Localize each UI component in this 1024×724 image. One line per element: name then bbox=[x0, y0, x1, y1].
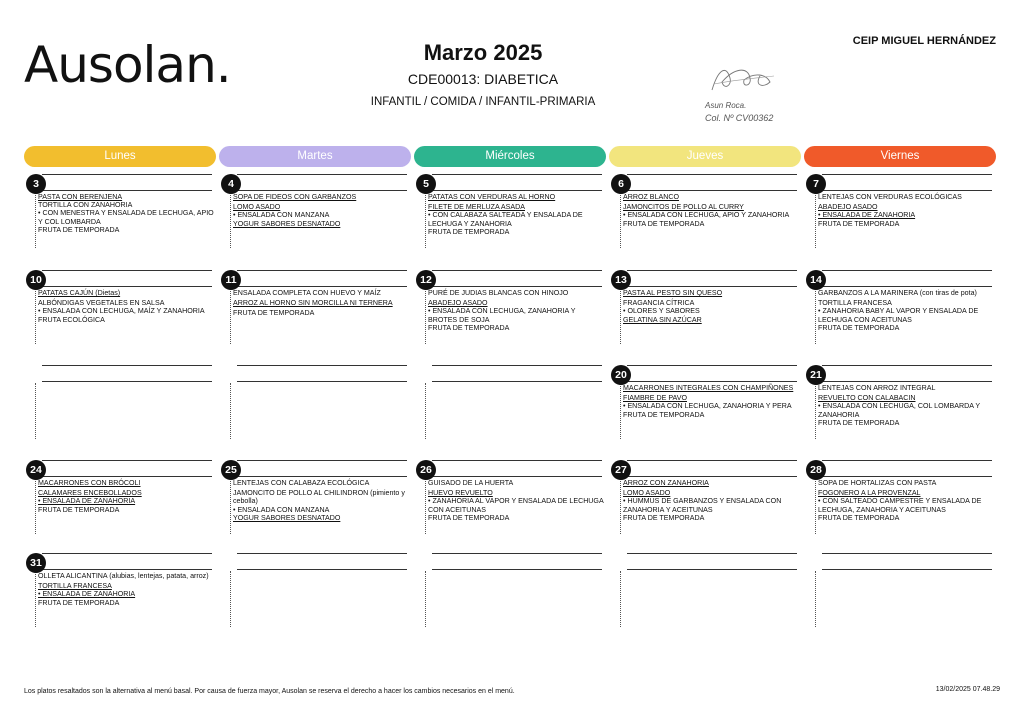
cell-header-rule bbox=[627, 286, 797, 287]
day-cell-26 bbox=[416, 460, 606, 532]
menu-line: • ENSALADA CON LECHUGA, APIO Y ZANAHORIA bbox=[623, 211, 790, 220]
day-header-lunes: Lunes bbox=[24, 146, 216, 167]
cell-top-rule bbox=[627, 553, 797, 554]
day-header-miércoles: Miércoles bbox=[414, 146, 606, 167]
day-number-badge: 7 bbox=[806, 174, 826, 194]
day-number-badge: 14 bbox=[806, 270, 826, 290]
day-number-badge: 25 bbox=[221, 460, 241, 480]
day-number-badge: 20 bbox=[611, 365, 631, 385]
menu-line: LENTEJAS CON VERDURAS ECOLÓGICAS bbox=[818, 193, 962, 201]
menu-month-title: Marzo 2025 bbox=[423, 40, 543, 65]
cell-top-rule bbox=[237, 553, 407, 554]
menu-line: • ENSALADA CON LECHUGA, COL LOMBARDA Y ZANAHORIA bbox=[818, 402, 981, 419]
menu-line: JAMONCITOS DE POLLO AL CURRY bbox=[623, 203, 744, 212]
day-number-badge: 31 bbox=[26, 553, 46, 573]
menu-items bbox=[623, 193, 801, 228]
menu-line: • ZANAHORIA AL VAPOR Y ENSALADA DE LECHUGA CON ACEITUNAS bbox=[428, 497, 604, 514]
menu-line: SOPA DE HORTALIZAS CON PASTA bbox=[818, 479, 937, 487]
menu-line: • ENSALADA CON LECHUGA, ZANAHORIA Y PERA bbox=[623, 402, 792, 411]
menu-line: ARROZ BLANCO bbox=[623, 193, 679, 201]
menu-line: • ZANAHORIA BABY AL VAPOR Y ENSALADA DE LECHUGA CON ACEITUNAS bbox=[818, 307, 979, 324]
cell-dotted-rule bbox=[620, 571, 621, 627]
cell-top-rule bbox=[627, 270, 797, 271]
day-cell-3 bbox=[26, 174, 216, 246]
day-number-badge: 5 bbox=[416, 174, 436, 194]
day-number-badge: 24 bbox=[26, 460, 46, 480]
menu-line: • HUMMUS DE GARBANZOS Y ENSALADA CON ZANAHORIA Y ACEITUNAS bbox=[623, 497, 782, 514]
cell-header-rule bbox=[42, 569, 212, 570]
cell-header-rule bbox=[42, 286, 212, 287]
menu-line: PURÉ DE JUDIAS BLANCAS CON HINOJO bbox=[428, 289, 569, 297]
menu-line: TORTILLA FRANCESA bbox=[818, 299, 892, 308]
cell-header-rule bbox=[237, 286, 407, 287]
menu-line: PATATAS CON VERDURAS AL HORNO bbox=[428, 193, 556, 201]
menu-items bbox=[38, 572, 216, 607]
menu-line: FRUTA DE TEMPORADA bbox=[623, 513, 705, 522]
day-cell-7 bbox=[806, 174, 996, 246]
menu-line: CALAMARES ENCEBOLLADOS bbox=[38, 489, 142, 498]
cell-top-rule bbox=[627, 174, 797, 175]
cell-dotted-rule bbox=[620, 192, 621, 248]
cell-header-rule bbox=[42, 381, 212, 382]
menu-items bbox=[428, 289, 606, 332]
empty-day-cell bbox=[806, 553, 996, 625]
cell-top-rule bbox=[42, 553, 212, 554]
cell-top-rule bbox=[822, 270, 992, 271]
menu-line: MACARRONES CON BRÓCOLI bbox=[38, 479, 141, 487]
cell-dotted-rule bbox=[815, 478, 816, 534]
cell-dotted-rule bbox=[425, 192, 426, 248]
menu-line: FRUTA DE TEMPORADA bbox=[623, 219, 705, 228]
menu-line: • ENSALADA DE ZANAHORIA bbox=[818, 211, 916, 220]
cell-dotted-rule bbox=[230, 192, 231, 248]
menu-line: FRAGANCIA CÍTRICA bbox=[623, 299, 695, 308]
cell-dotted-rule bbox=[35, 288, 36, 344]
menu-line: FRUTA DE TEMPORADA bbox=[38, 598, 120, 607]
menu-items bbox=[428, 193, 606, 236]
menu-line: FRUTA DE TEMPORADA bbox=[428, 227, 510, 236]
menu-line: ALBÓNDIGAS VEGETALES EN SALSA bbox=[38, 299, 165, 308]
menu-items bbox=[233, 289, 411, 318]
menu-line: HUEVO REVUELTO bbox=[428, 489, 493, 498]
cell-top-rule bbox=[237, 365, 407, 366]
menu-line: TORTILLA CON ZANAHORIA bbox=[38, 201, 133, 210]
cell-top-rule bbox=[627, 365, 797, 366]
day-cell-25 bbox=[221, 460, 411, 532]
empty-day-cell bbox=[221, 365, 411, 437]
menu-line: • ENSALADA DE ZANAHORIA bbox=[38, 497, 136, 506]
menu-items bbox=[818, 384, 996, 427]
day-number-badge: 6 bbox=[611, 174, 631, 194]
menu-line: FRUTA DE TEMPORADA bbox=[38, 505, 120, 514]
menu-line: • ENSALADA CON LECHUGA, ZANAHORIA Y BROTES DE SOJA bbox=[428, 307, 576, 324]
menu-line: FILETE DE MERLUZA ASADA bbox=[428, 203, 525, 212]
cell-top-rule bbox=[432, 270, 602, 271]
menu-line: LENTEJAS CON ARROZ INTEGRAL bbox=[818, 384, 936, 392]
day-number-badge: 10 bbox=[26, 270, 46, 290]
day-number-badge: 21 bbox=[806, 365, 826, 385]
menu-line: GARBANZOS A LA MARINERA (con tiras de pota) bbox=[818, 289, 977, 297]
day-cell-20 bbox=[611, 365, 801, 437]
cell-dotted-rule bbox=[425, 478, 426, 534]
menu-line: • ENSALADA CON LECHUGA, MAÍZ Y ZANAHORIA bbox=[38, 307, 205, 316]
cell-dotted-rule bbox=[35, 478, 36, 534]
menu-line: FIAMBRE DE PAVO bbox=[623, 394, 687, 403]
cell-top-rule bbox=[42, 365, 212, 366]
empty-day-cell bbox=[611, 553, 801, 625]
menu-line: ENSALADA COMPLETA CON HUEVO Y MAÍZ bbox=[233, 289, 381, 297]
cell-header-rule bbox=[237, 569, 407, 570]
school-name: CEIP MIGUEL HERNÁNDEZ bbox=[852, 35, 996, 47]
menu-items bbox=[233, 193, 411, 228]
day-cell-24 bbox=[26, 460, 216, 532]
menu-line: FRUTA ECOLÓGICA bbox=[38, 315, 105, 324]
cell-header-rule bbox=[627, 381, 797, 382]
cell-top-rule bbox=[432, 365, 602, 366]
day-cell-13 bbox=[611, 270, 801, 342]
day-cell-27 bbox=[611, 460, 801, 532]
menu-line: MACARRONES INTEGRALES CON CHAMPIÑONES bbox=[623, 384, 794, 392]
cell-top-rule bbox=[237, 270, 407, 271]
menu-line: • ENSALADA CON MANZANA bbox=[233, 505, 330, 514]
menu-items bbox=[818, 289, 996, 332]
menu-items bbox=[818, 479, 996, 522]
cell-header-rule bbox=[432, 286, 602, 287]
cell-dotted-rule bbox=[35, 383, 36, 439]
cell-header-rule bbox=[432, 476, 602, 477]
cell-header-rule bbox=[627, 569, 797, 570]
cell-dotted-rule bbox=[815, 571, 816, 627]
menu-line: FRUTA DE TEMPORADA bbox=[818, 323, 900, 332]
cell-header-rule bbox=[822, 569, 992, 570]
menu-line: FRUTA DE TEMPORADA bbox=[818, 513, 900, 522]
cell-top-rule bbox=[432, 460, 602, 461]
menu-line: GELATINA SIN AZÚCAR bbox=[623, 315, 702, 324]
cell-top-rule bbox=[237, 460, 407, 461]
day-cell-12 bbox=[416, 270, 606, 342]
cell-top-rule bbox=[822, 460, 992, 461]
menu-line: • ENSALADA CON MANZANA bbox=[233, 211, 330, 220]
empty-day-cell bbox=[221, 553, 411, 625]
cell-dotted-rule bbox=[425, 288, 426, 344]
cell-top-rule bbox=[42, 270, 212, 271]
menu-items bbox=[623, 479, 801, 522]
menu-line: FRUTA DE TEMPORADA bbox=[233, 309, 315, 318]
cell-dotted-rule bbox=[425, 383, 426, 439]
menu-line: JAMONCITO DE POLLO AL CHILINDRON (pimiento y cebolla) bbox=[233, 489, 405, 506]
menu-line: FRUTA DE TEMPORADA bbox=[38, 225, 120, 234]
cell-dotted-rule bbox=[425, 571, 426, 627]
day-cell-6 bbox=[611, 174, 801, 246]
cell-dotted-rule bbox=[620, 383, 621, 439]
menu-line: FRUTA DE TEMPORADA bbox=[623, 410, 705, 419]
cell-top-rule bbox=[42, 460, 212, 461]
menu-category: INFANTIL / COMIDA / INFANTIL-PRIMARIA bbox=[370, 96, 596, 108]
menu-line: • OLORES Y SABORES bbox=[623, 307, 700, 316]
menu-line: • CON CALABAZA SALTEADA Y ENSALADA DE LECHUGA Y ZANAHORIA bbox=[428, 211, 583, 228]
ausolan-logo: Ausolan. bbox=[24, 36, 231, 94]
menu-items bbox=[623, 384, 801, 419]
menu-line: FRUTA DE TEMPORADA bbox=[818, 418, 900, 427]
day-number-badge: 27 bbox=[611, 460, 631, 480]
cell-header-rule bbox=[822, 476, 992, 477]
menu-line: FRUTA DE TEMPORADA bbox=[428, 323, 510, 332]
cell-top-rule bbox=[42, 174, 212, 175]
day-cell-28 bbox=[806, 460, 996, 532]
menu-line: ARROZ AL HORNO SIN MORCILLA NI TERNERA bbox=[233, 299, 393, 308]
cell-dotted-rule bbox=[230, 478, 231, 534]
menu-line: FOGONERO A LA PROVENZAL bbox=[818, 489, 921, 498]
signer-name: Asun Roca. bbox=[705, 101, 747, 110]
cell-dotted-rule bbox=[35, 192, 36, 248]
cell-header-rule bbox=[432, 569, 602, 570]
empty-day-cell bbox=[26, 365, 216, 437]
menu-line: • CON MENESTRA Y ENSALADA DE LECHUGA, APIO Y COL LOMBARDA bbox=[38, 209, 214, 226]
cell-top-rule bbox=[822, 365, 992, 366]
menu-line: YOGUR SABORES DESNATADO bbox=[233, 219, 341, 228]
cell-header-rule bbox=[42, 476, 212, 477]
cell-header-rule bbox=[627, 476, 797, 477]
cell-dotted-rule bbox=[815, 192, 816, 248]
menu-items bbox=[428, 479, 606, 522]
menu-line: TORTILLA FRANCESA bbox=[38, 582, 112, 591]
day-cell-31 bbox=[26, 553, 216, 625]
cell-top-rule bbox=[432, 553, 602, 554]
cell-header-rule bbox=[822, 381, 992, 382]
menu-line: PATATAS CAJÚN (Dietas) bbox=[38, 289, 121, 297]
menu-line: LOMO ASADO bbox=[233, 203, 281, 212]
menu-line: YOGUR SABORES DESNATADO bbox=[233, 513, 341, 522]
cell-dotted-rule bbox=[230, 571, 231, 627]
menu-line: • CON SALTEADO CAMPESTRE Y ENSALADA DE LECHUGA, ZANAHORIA Y ACEITUNAS bbox=[818, 497, 982, 514]
day-number-badge: 3 bbox=[26, 174, 46, 194]
menu-items bbox=[818, 193, 996, 228]
menu-line: REVUELTO CON CALABACIN bbox=[818, 394, 916, 403]
cell-top-rule bbox=[627, 460, 797, 461]
day-cell-4 bbox=[221, 174, 411, 246]
menu-line: ABADEJO ASADO bbox=[818, 203, 878, 212]
cell-dotted-rule bbox=[35, 571, 36, 627]
menu-line: OLLETA ALICANTINA (alubias, lentejas, patata, arroz) bbox=[38, 572, 209, 580]
footer-note: Los platos resaltados son la alternativa al menú basal. Por causa de fuerza mayor, Ausolan se reserva el derecho a hacer los cambios necesarios en el menú. bbox=[24, 688, 515, 695]
cell-header-rule bbox=[822, 190, 992, 191]
menu-items bbox=[38, 479, 216, 514]
menu-line: LENTEJAS CON CALABAZA ECOLÓGICA bbox=[233, 479, 370, 487]
empty-day-cell bbox=[416, 365, 606, 437]
day-number-badge: 12 bbox=[416, 270, 436, 290]
day-cell-21 bbox=[806, 365, 996, 437]
menu-code: CDE00013: DIABETICA bbox=[407, 71, 559, 87]
menu-items bbox=[233, 479, 411, 522]
cell-header-rule bbox=[627, 190, 797, 191]
day-number-badge: 11 bbox=[221, 270, 241, 290]
cell-top-rule bbox=[432, 174, 602, 175]
cell-dotted-rule bbox=[620, 478, 621, 534]
cell-dotted-rule bbox=[815, 383, 816, 439]
cell-header-rule bbox=[237, 476, 407, 477]
menu-line: PASTA AL PESTO SIN QUESO bbox=[623, 289, 723, 297]
signature-graphic bbox=[704, 60, 784, 100]
empty-day-cell bbox=[416, 553, 606, 625]
cell-top-rule bbox=[822, 174, 992, 175]
day-cell-5 bbox=[416, 174, 606, 246]
cell-header-rule bbox=[822, 286, 992, 287]
day-number-badge: 28 bbox=[806, 460, 826, 480]
day-cell-11 bbox=[221, 270, 411, 342]
day-header-jueves: Jueves bbox=[609, 146, 801, 167]
cell-header-rule bbox=[42, 190, 212, 191]
day-cell-10 bbox=[26, 270, 216, 342]
menu-line: FRUTA DE TEMPORADA bbox=[428, 513, 510, 522]
cell-dotted-rule bbox=[620, 288, 621, 344]
signer-number: Col. Nº CV00362 bbox=[705, 113, 774, 123]
cell-top-rule bbox=[822, 553, 992, 554]
day-header-viernes: Viernes bbox=[804, 146, 996, 167]
cell-header-rule bbox=[432, 190, 602, 191]
day-number-badge: 4 bbox=[221, 174, 241, 194]
menu-line: PASTA CON BERENJENA bbox=[38, 193, 123, 201]
cell-header-rule bbox=[432, 381, 602, 382]
menu-items bbox=[38, 289, 216, 324]
menu-items bbox=[623, 289, 801, 324]
cell-header-rule bbox=[237, 381, 407, 382]
cell-top-rule bbox=[237, 174, 407, 175]
cell-header-rule bbox=[237, 190, 407, 191]
menu-line: ABADEJO ASADO bbox=[428, 299, 488, 308]
day-number-badge: 26 bbox=[416, 460, 436, 480]
menu-line: LOMO ASADO bbox=[623, 489, 671, 498]
menu-line: • ENSALADA DE ZANAHORIA bbox=[38, 590, 136, 599]
footer-timestamp: 13/02/2025 07.48.29 bbox=[935, 686, 1000, 693]
menu-line: FRUTA DE TEMPORADA bbox=[818, 219, 900, 228]
menu-line: GUISADO DE LA HUERTA bbox=[428, 479, 514, 487]
cell-dotted-rule bbox=[815, 288, 816, 344]
menu-line: ARROZ CON ZANAHORIA bbox=[623, 479, 709, 487]
day-cell-14 bbox=[806, 270, 996, 342]
cell-dotted-rule bbox=[230, 288, 231, 344]
day-header-martes: Martes bbox=[219, 146, 411, 167]
menu-line: SOPA DE FIDEOS CON GARBANZOS bbox=[233, 193, 357, 201]
cell-dotted-rule bbox=[230, 383, 231, 439]
day-number-badge: 13 bbox=[611, 270, 631, 290]
menu-items bbox=[38, 193, 216, 234]
